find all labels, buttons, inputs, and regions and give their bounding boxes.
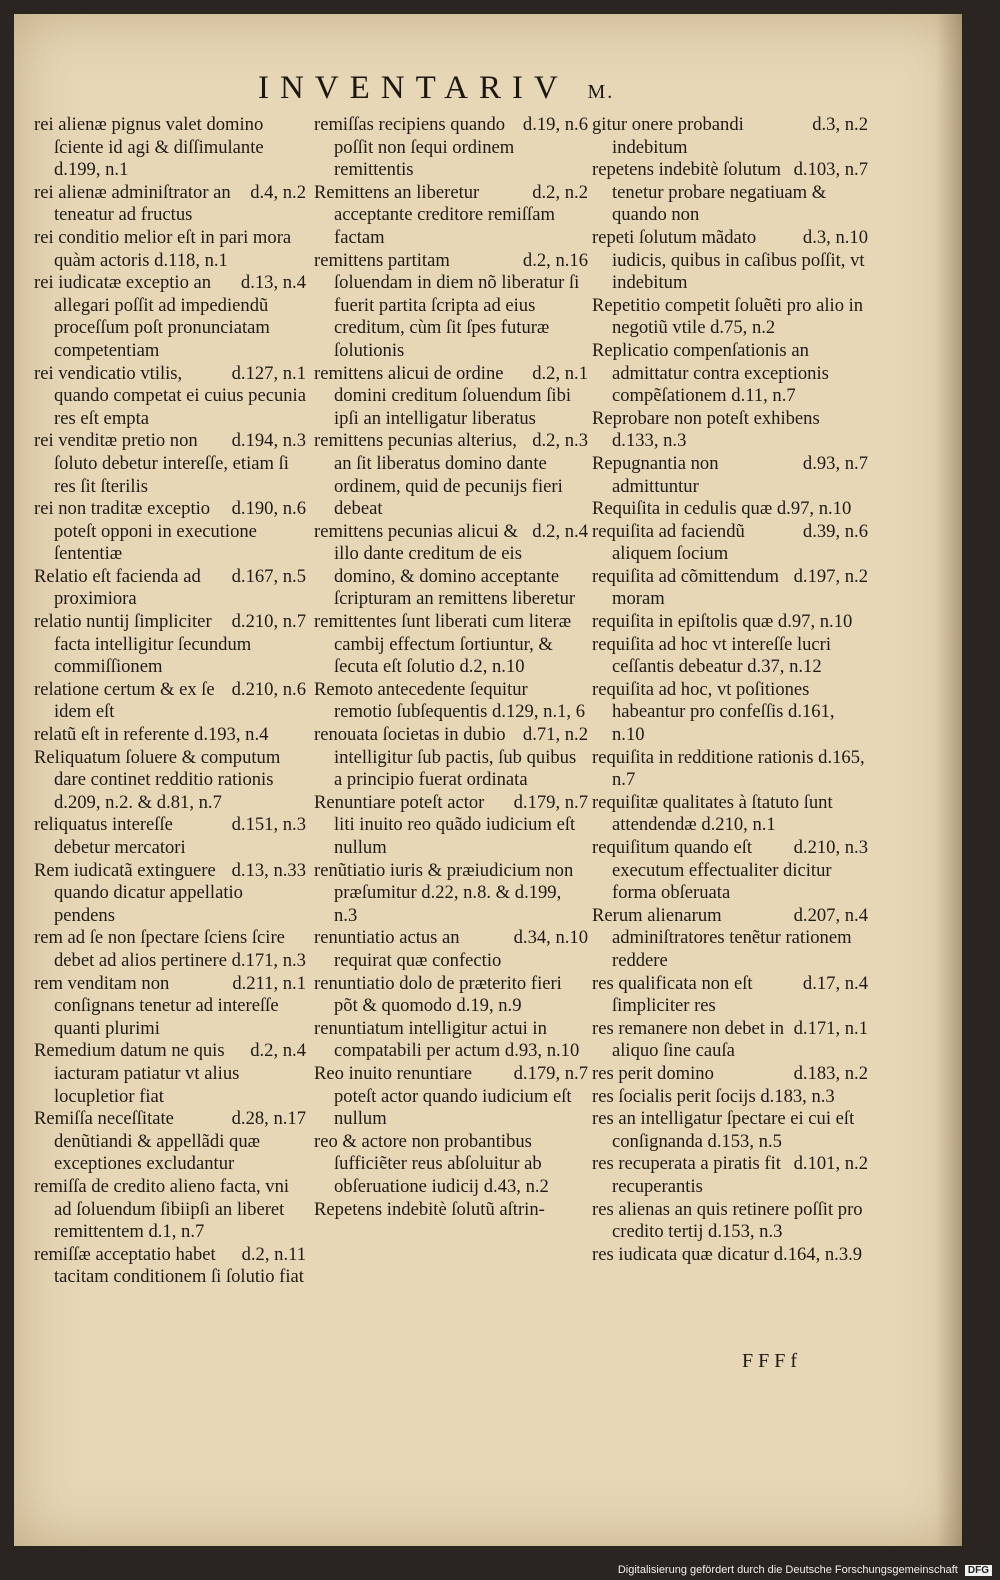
index-entry-text: rei non traditæ exceptio poteſt opponi in executione ſententiæ: [34, 498, 257, 565]
index-entry-reference: d.3, n.10: [802, 226, 868, 248]
index-entry-reference: d.3, n.2: [812, 114, 868, 135]
index-entry: [592, 905, 868, 973]
index-entry-text: rei vendicatio vtilis, quando competat ei cuius pecunia res eſt empta: [34, 362, 306, 429]
index-entry-reference: d.210, n.7: [231, 611, 306, 633]
index-entry-text: requiſita ad faciendũ aliquem ſocium: [592, 520, 745, 565]
index-entry: [34, 1244, 306, 1289]
index-entry: [34, 430, 306, 498]
index-entry-reference: d.2, n.1: [532, 362, 588, 384]
index-entry-text: renũtiatio iuris & præiudicium non præſumitur d.22, n.8. & d.199, n.3: [314, 859, 574, 926]
index-entry-reference: d.127, n.1: [231, 362, 306, 384]
index-entry-reference: d.103, n.7: [793, 159, 868, 181]
index-entry: [34, 724, 306, 747]
index-entry-text: Renuntiare poteſt actor liti inuito reo quãdo iudicium eſt nullum: [314, 791, 576, 858]
index-entry: [34, 973, 306, 1041]
index-entry-text: res alienas an quis retinere poſſit pro credito tertij d.153, n.3: [592, 1198, 863, 1243]
index-entry-text: renuntiatio dolo de præterito fieri põt & quomodo d.19, n.9: [314, 972, 562, 1017]
index-entry-reference: d.194, n.3: [231, 430, 306, 452]
index-entry: [314, 611, 588, 679]
index-entry-text: res iudicata quæ dicatur d.164, n.3.9: [592, 1243, 863, 1265]
index-entry-text: Reliquatum ſoluere & computum dare continet redditio rationis d.209, n.2. & d.81, n.7: [34, 746, 281, 813]
footer-credit: Digitalisierung gefördert durch die Deutsche Forschungsgemeinschaft: [617, 1564, 958, 1576]
index-entry: [314, 973, 588, 1018]
index-entry-text: relatione certum & ex ſe idem eſt: [34, 678, 215, 723]
index-entry: [314, 363, 588, 431]
index-entry-text: rei conditio melior eſt in pari mora quàm actoris d.118, n.1: [34, 226, 292, 271]
index-entry-reference: d.2, n.11: [241, 1243, 306, 1265]
index-column-1: [34, 114, 306, 1289]
index-entry-text: remiſſa de credito alieno facta, vni ad ſoluendum ſibiipſi an liberet remittentem d.1, n.7: [34, 1175, 290, 1243]
index-entry: [34, 814, 306, 859]
index-entry-text: reo & actore non probantibus ſufficiẽter reus abſoluitur ab obſeruatione iudicij d.43, n.2: [314, 1130, 549, 1197]
index-entry-text: rei alienæ adminiſtrator an teneatur ad fructus: [34, 181, 231, 226]
index-entry-text: Requiſita in cedulis quæ d.97, n.10: [592, 498, 852, 520]
index-entry-reference: d.210, n.3: [793, 837, 868, 858]
index-entry-reference: d.2, n.4: [532, 520, 588, 542]
index-entry-text: requiſita in epiſtolis quæ d.97, n.10: [592, 611, 853, 633]
index-entry: [592, 634, 868, 679]
index-entry: [34, 566, 306, 611]
signature-mark: FFFf: [742, 1350, 803, 1372]
index-entry: [314, 679, 588, 724]
index-entry-reference: d.210, n.6: [231, 678, 306, 700]
index-entry-text: requiſita ad hoc vt intereſſe lucri ceſſantis debeatur d.37, n.12: [592, 633, 832, 678]
index-entry: [592, 1086, 868, 1109]
index-entry-text: remittens alicui de ordine domini creditum ſoluendum ſibi ipſi an intelligatur liberatus: [314, 362, 572, 429]
index-entry: [592, 1153, 868, 1198]
index-entry-reference: d.167, n.5: [231, 565, 306, 587]
index-entry-reference: d.211, n.1: [232, 972, 306, 994]
index-entry: [592, 747, 868, 792]
index-entry: [314, 114, 588, 182]
index-entry: [592, 521, 868, 566]
index-entry: [34, 1108, 306, 1176]
index-entry: [592, 1199, 868, 1244]
index-entry-text: rei venditæ pretio non ſoluto debetur intereſſe, etiam ſi res ſit ſterilis: [34, 430, 289, 497]
index-entry: [34, 114, 306, 182]
index-entry: [592, 611, 868, 634]
index-entry-reference: d.207, n.4: [793, 904, 868, 926]
index-entry: [592, 792, 868, 837]
index-entry-text: rei iudicatæ exceptio an allegari poſſit ad impediendũ proceſſum poſt pronunciatam competentiam: [34, 272, 270, 361]
index-entry-reference: d.2, n.2: [532, 181, 588, 203]
index-entry-reference: d.4, n.2: [250, 181, 306, 203]
index-entry-text: requiſita ad hoc, vt poſitiones habeantur pro confeſſis d.161, n.10: [592, 678, 835, 746]
index-entry: [34, 182, 306, 227]
index-entry-reference: d.2, n.4: [250, 1040, 306, 1062]
index-entry: [592, 1108, 868, 1153]
index-entry-text: repetens indebitè ſolutum tenetur probare negatiuam & quando non: [592, 159, 827, 226]
index-entry-text: repeti ſolutum mãdato iudicis, quibus in caſibus poſſit, vt indebitum: [592, 226, 865, 294]
index-column-3: [592, 114, 868, 1266]
book-page: [14, 14, 962, 1546]
index-entry-text: requiſitum quando eſt executum effectualiter dicitur forma obſeruata: [592, 837, 832, 904]
index-entry-reference: d.151, n.3: [231, 814, 306, 836]
index-entry-text: requiſita ad cõmittendum moram: [592, 565, 779, 610]
index-entry: [34, 363, 306, 431]
index-entry-reference: d.171, n.1: [793, 1017, 868, 1039]
index-entry-text: Replicatio compenſationis an admittatur contra exceptionis compẽſationem d.11, n.7: [592, 339, 829, 407]
index-entry: [34, 498, 306, 566]
running-head: [258, 70, 678, 107]
index-entry: [592, 453, 868, 498]
index-entry: [314, 860, 588, 928]
index-entry-reference: d.13, n.33: [231, 859, 306, 881]
running-head-title: INVENTARIV: [258, 70, 569, 106]
index-entry: [592, 973, 868, 1018]
index-entry-text: res recuperata a piratis fit recuperantis: [592, 1153, 781, 1197]
index-entry: [34, 679, 306, 724]
index-entry-text: remittens partitam ſoluendam in diem nõ liberatur ſi fuerit partita ſcripta ad eius creditum, cùm ſit ſpes futuræ ſolutionis: [314, 249, 580, 361]
index-entry-text: Relatio eſt facienda ad proximiora: [34, 565, 201, 610]
index-entry: [314, 182, 588, 250]
index-entry-reference: d.179, n.7: [513, 791, 588, 813]
index-entry-reference: d.190, n.6: [231, 498, 306, 520]
index-entry-text: res ſocialis perit ſocijs d.183, n.3: [592, 1085, 835, 1107]
index-entry: [34, 927, 306, 972]
index-entry-reference: d.34, n.10: [513, 927, 588, 949]
index-entry: [592, 227, 868, 295]
index-entry: [592, 679, 868, 747]
index-entry: [592, 340, 868, 408]
index-entry: [592, 837, 868, 905]
index-entry-text: remittentes ſunt liberati cum literæ cambij effectum ſortiuntur, & ſecuta eſt ſolutio d.2, n.10: [314, 611, 572, 678]
dfg-logo: DFG: [965, 1565, 992, 1576]
index-entry-text: requiſita in redditione rationis d.165, n.7: [592, 746, 865, 791]
index-entry: [592, 1244, 868, 1267]
index-entry-text: requiſitæ qualitates à ſtatuto ſunt attendendæ d.210, n.1: [592, 791, 833, 836]
index-entry-text: Repetitio competit ſoluẽti pro alio in negotiũ vtile d.75, n.2: [592, 294, 864, 339]
index-entry: [314, 1018, 588, 1063]
index-entry: [314, 1063, 588, 1131]
index-entry-text: res perit domino: [592, 1062, 714, 1084]
index-entry: [314, 250, 588, 363]
index-entry-text: remittens pecunias alicui & illo dante creditum de eis domino, & domino acceptante ſcripturam an remittens liberetur: [314, 520, 576, 610]
index-entry-text: remiſſas recipiens quando poſſit non ſequi ordinem remittentis: [314, 114, 515, 181]
index-entry-text: Remittens an liberetur acceptante creditore remiſſam factam: [314, 181, 555, 248]
index-entry-text: Rerum alienarum adminiſtratores tenẽtur rationem reddere: [592, 904, 852, 971]
index-entry-reference: d.183, n.2: [793, 1062, 868, 1084]
index-entry-reference: d.13, n.4: [240, 272, 306, 294]
index-entry-text: Repetens indebitè ſolutũ aſtrin-: [314, 1198, 545, 1220]
index-entry: [314, 1131, 588, 1199]
index-entry-text: Repugnantia non admittuntur: [592, 452, 719, 497]
index-entry: [592, 566, 868, 611]
index-entry: [34, 747, 306, 815]
index-entry: [34, 1176, 306, 1244]
index-entry: [592, 1018, 868, 1063]
index-entry: [34, 1040, 306, 1108]
index-entry-text: res an intelligatur ſpectare ei cui eſt conſignanda d.153, n.5: [592, 1108, 855, 1152]
index-entry-text: gitur onere probandi indebitum: [592, 114, 744, 158]
index-entry-text: Remoto antecedente ſequitur remotio ſubſequentis d.129, n.1, 6: [314, 678, 585, 723]
running-head-tail: M.: [587, 81, 615, 103]
index-entry: [592, 408, 868, 453]
index-entry-text: Reo inuito renuntiare poteſt actor quando iudicium eſt nullum: [314, 1062, 572, 1130]
index-entry-reference: d.101, n.2: [793, 1153, 868, 1175]
index-entry-text: reliquatus intereſſe debetur mercatori: [34, 814, 186, 858]
index-entry: [34, 860, 306, 928]
index-entry-reference: d.179, n.7: [513, 1062, 588, 1084]
index-entry-text: Remedium datum ne quis iacturam patiatur vt alius locupletior fiat: [34, 1040, 240, 1107]
index-entry: [592, 114, 868, 159]
index-entry: [34, 227, 306, 272]
index-entry-text: remittens pecunias alterius, an ſit liberatus domino dante ordinem, quid de pecunijs fieri debeat: [314, 430, 563, 520]
index-entry-text: res qualificata non eſt ſimpliciter res: [592, 972, 753, 1017]
index-entry-reference: d.39, n.6: [802, 520, 868, 542]
index-column-2: [314, 114, 588, 1221]
index-entry: [592, 498, 868, 521]
index-entry: [34, 272, 306, 362]
index-entry: [34, 611, 306, 679]
digitization-footer: [618, 1564, 992, 1576]
index-entry: [592, 295, 868, 340]
index-entry-reference: d.2, n.16: [522, 249, 588, 271]
index-entry-text: Reprobare non poteſt exhibens d.133, n.3: [592, 407, 820, 452]
index-entry-text: Remiſſa neceſſitate denũtiandi & appellãdi quæ exceptiones excludantur: [34, 1108, 261, 1175]
index-entry-text: res remanere non debet in aliquo ſine cauſa: [592, 1017, 785, 1062]
index-entry-reference: d.93, n.7: [802, 452, 868, 474]
index-entry-reference: d.19, n.6: [522, 114, 588, 135]
index-entry: [314, 1199, 588, 1222]
index-entry-text: renouata ſocietas in dubio intelligitur ſub pactis, ſub quibus a principio fuerat ordinata: [314, 724, 577, 791]
index-entry: [592, 159, 868, 227]
index-entry-reference: d.17, n.4: [802, 972, 868, 994]
index-entry-reference: d.71, n.2: [522, 724, 588, 746]
index-entry-reference: d.197, n.2: [793, 565, 868, 587]
index-entry: [314, 521, 588, 611]
index-entry-text: rem venditam non conſignans tenetur ad intereſſe quanti plurimi: [34, 972, 279, 1039]
index-entry-text: renuntiatio actus an requirat quæ confectio: [314, 927, 502, 971]
index-entry: [592, 1063, 868, 1086]
index-entry-reference: d.28, n.17: [231, 1108, 306, 1130]
index-entry-text: rei alienæ pignus valet domino ſciente id agi & diſſimulante d.199, n.1: [34, 114, 264, 181]
index-entry-text: Rem iudicatã extinguere quando dicatur appellatio pendens: [34, 859, 243, 926]
index-entry-text: relatũ eſt in referente d.193, n.4: [34, 724, 269, 746]
index-entry: [314, 430, 588, 520]
index-entry-text: remiſſæ acceptatio habet tacitam conditionem ſi ſolutio fiat: [34, 1243, 304, 1288]
index-entry: [314, 927, 588, 972]
index-entry-reference: d.2, n.3: [532, 430, 588, 452]
index-entry-text: relatio nuntij ſimpliciter facta intelligitur ſecundum commiſſionem: [34, 611, 252, 678]
index-entry: [314, 724, 588, 792]
index-entry-text: renuntiatum intelligitur actui in compatabili per actum d.93, n.10: [314, 1017, 580, 1062]
index-entry: [314, 792, 588, 860]
index-entry-text: rem ad ſe non ſpectare ſciens ſcire debet ad alios pertinere d.171, n.3: [34, 927, 306, 971]
